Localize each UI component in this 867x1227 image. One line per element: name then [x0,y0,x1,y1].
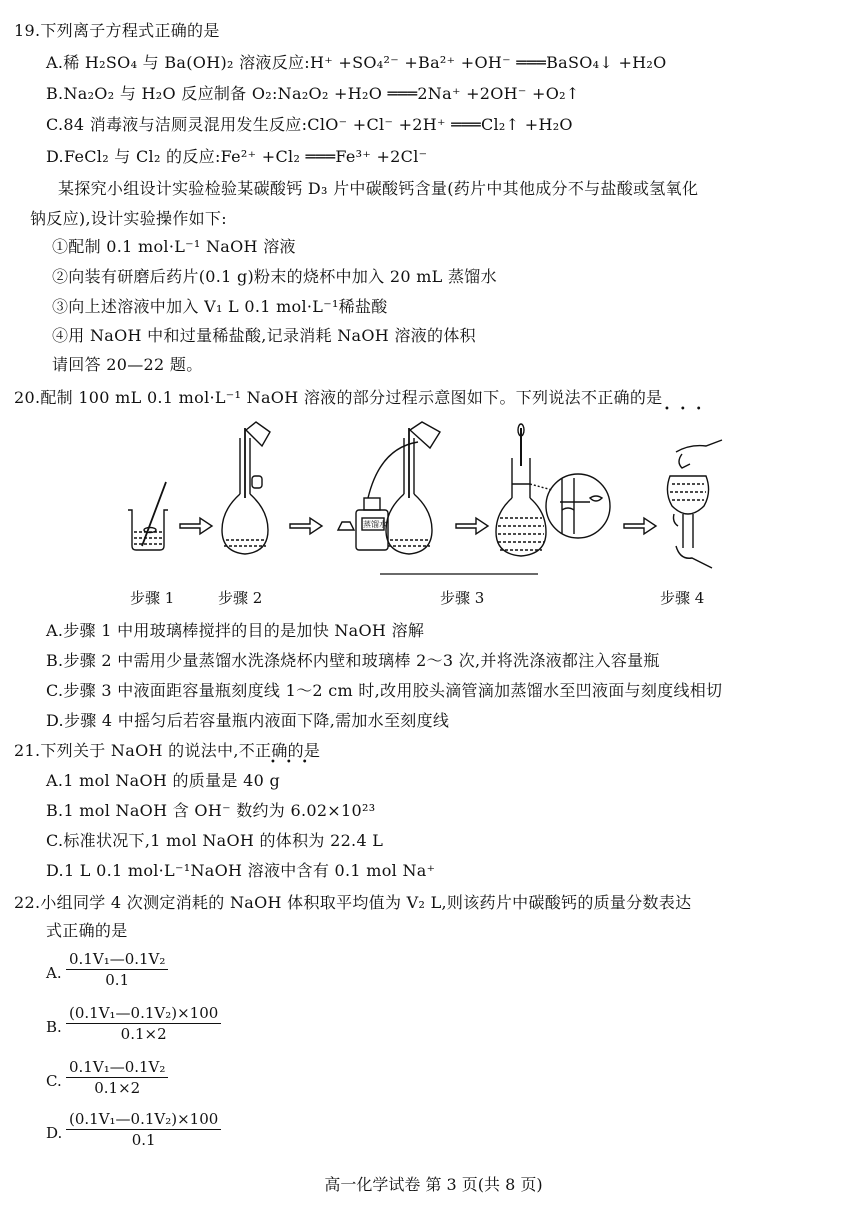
fraction-denominator: 0.1 [105,971,130,989]
step-label-2: 步骤 2 [218,589,263,607]
beaker-with-rod-drawing [128,482,168,550]
q21-option-a: A.1 mol NaOH 的质量是 40 g [46,771,280,790]
passage-step-1: ①配制 0.1 mol·L⁻¹ NaOH 溶液 [52,237,296,256]
fraction-numerator: 0.1V₁—0.1V₂ [66,950,168,970]
fraction-numerator: (0.1V₁—0.1V₂)×100 [66,1110,221,1130]
step-label-4: 步骤 4 [660,589,705,607]
q19-option-a: A.稀 H₂SO₄ 与 Ba(OH)₂ 溶液反应:H⁺ +SO₄²⁻ +Ba²⁺ +OH⁻ ═══BaSO₄↓ +H₂O [46,53,667,72]
q19-stem: 19.下列离子方程式正确的是 [14,21,220,40]
q20-option-b: B.步骤 2 中需用少量蒸馏水洗涤烧杯内壁和玻璃棒 2～3 次,并将洗涤液都注入容量瓶 [46,651,660,670]
step-label-1: 步骤 1 [130,589,175,607]
fraction-numerator: 0.1V₁—0.1V₂ [66,1058,168,1078]
meniscus-magnifier-drawing [530,474,610,538]
q21-option-d: D.1 L 0.1 mol·L⁻¹NaOH 溶液中含有 0.1 mol Na⁺ [46,861,436,880]
q21-option-b: B.1 mol NaOH 含 OH⁻ 数约为 6.02×10²³ [46,801,376,820]
page-footer: 高一化学试卷 第 3 页(共 8 页) [324,1175,543,1194]
flask-step3-drawing [338,422,440,554]
arrow-icon [180,518,212,534]
q20-option-a: A.步骤 1 中用玻璃棒搅拌的目的是加快 NaOH 溶解 [46,621,425,640]
q19-option-d: D.FeCl₂ 与 Cl₂ 的反应:Fe²⁺ +Cl₂ ═══Fe³⁺ +2Cl⁻ [46,147,428,166]
q20-emphasis-dots: ••• [664,404,712,415]
passage-line-1: 某探究小组设计实验检验某碳酸钙 D₃ 片中碳酸钙含量(药片中其他成分不与盐酸或氢氧化 [58,179,699,198]
arrow-icon [456,518,488,534]
passage-step-2: ②向装有研磨后药片(0.1 g)粉末的烧杯中加入 20 mL 蒸馏水 [52,267,497,286]
fraction-denominator: 0.1 [131,1131,156,1149]
q21-emphasis-dots: ••• [270,757,318,768]
arrow-icon [290,518,322,534]
flask-shaking-drawing [667,440,722,568]
flask-step2-drawing [222,422,270,554]
q22-option-b-fraction [66,1004,221,1043]
q19-option-b: B.Na₂O₂ 与 H₂O 反应制备 O₂:Na₂O₂ +H₂O ═══2Na⁺ +2OH⁻ +O₂↑ [46,84,580,103]
passage-line-2: 钠反应),设计实验操作如下: [30,209,227,228]
fraction-numerator: (0.1V₁—0.1V₂)×100 [66,1004,221,1024]
bottle-label: 蒸馏水 [363,520,387,529]
q22-stem-line-1: 22.小组同学 4 次测定消耗的 NaOH 体积取平均值为 V₂ L,则该药片中碳酸钙的质量分数表达 [14,893,692,912]
q21-option-c: C.标准状况下,1 mol NaOH 的体积为 22.4 L [46,831,384,850]
fraction-denominator: 0.1×2 [120,1025,167,1043]
q22-option-c-label: C. [46,1072,62,1090]
q22-option-d-label: D. [46,1124,63,1142]
passage-step-4: ④用 NaOH 中和过量稀盐酸,记录消耗 NaOH 溶液的体积 [52,326,476,345]
flask-dropper-drawing [496,424,546,556]
q22-option-a-fraction [66,950,168,989]
q20-option-d: D.步骤 4 中摇匀后若容量瓶内液面下降,需加水至刻度线 [46,711,450,730]
step-label-3: 步骤 3 [440,589,485,607]
fraction-denominator: 0.1×2 [94,1079,141,1097]
q22-option-a-label: A. [46,964,62,982]
q22-option-c-fraction [66,1058,168,1097]
arrow-icon [624,518,656,534]
q19-option-c: C.84 消毒液与洁厕灵混用发生反应:ClO⁻ +Cl⁻ +2H⁺ ═══Cl₂↑ +H₂O [46,115,573,134]
passage-step-3: ③向上述溶液中加入 V₁ L 0.1 mol·L⁻¹稀盐酸 [52,297,388,316]
q20-stem: 20.配制 100 mL 0.1 mol·L⁻¹ NaOH 溶液的部分过程示意图如下。下列说法不正确的是 [14,388,663,407]
passage-answer-note: 请回答 20—22 题。 [52,355,203,374]
q22-option-d-fraction [66,1110,221,1149]
q21-stem: 21.下列关于 NaOH 的说法中,不正确的是 [14,741,321,760]
q22-stem-line-2: 式正确的是 [46,921,128,940]
q22-option-b-label: B. [46,1018,62,1036]
q20-option-c: C.步骤 3 中液面距容量瓶刻度线 1～2 cm 时,改用胶头滴管滴加蒸馏水至凹液面与刻度线相切 [46,681,723,700]
